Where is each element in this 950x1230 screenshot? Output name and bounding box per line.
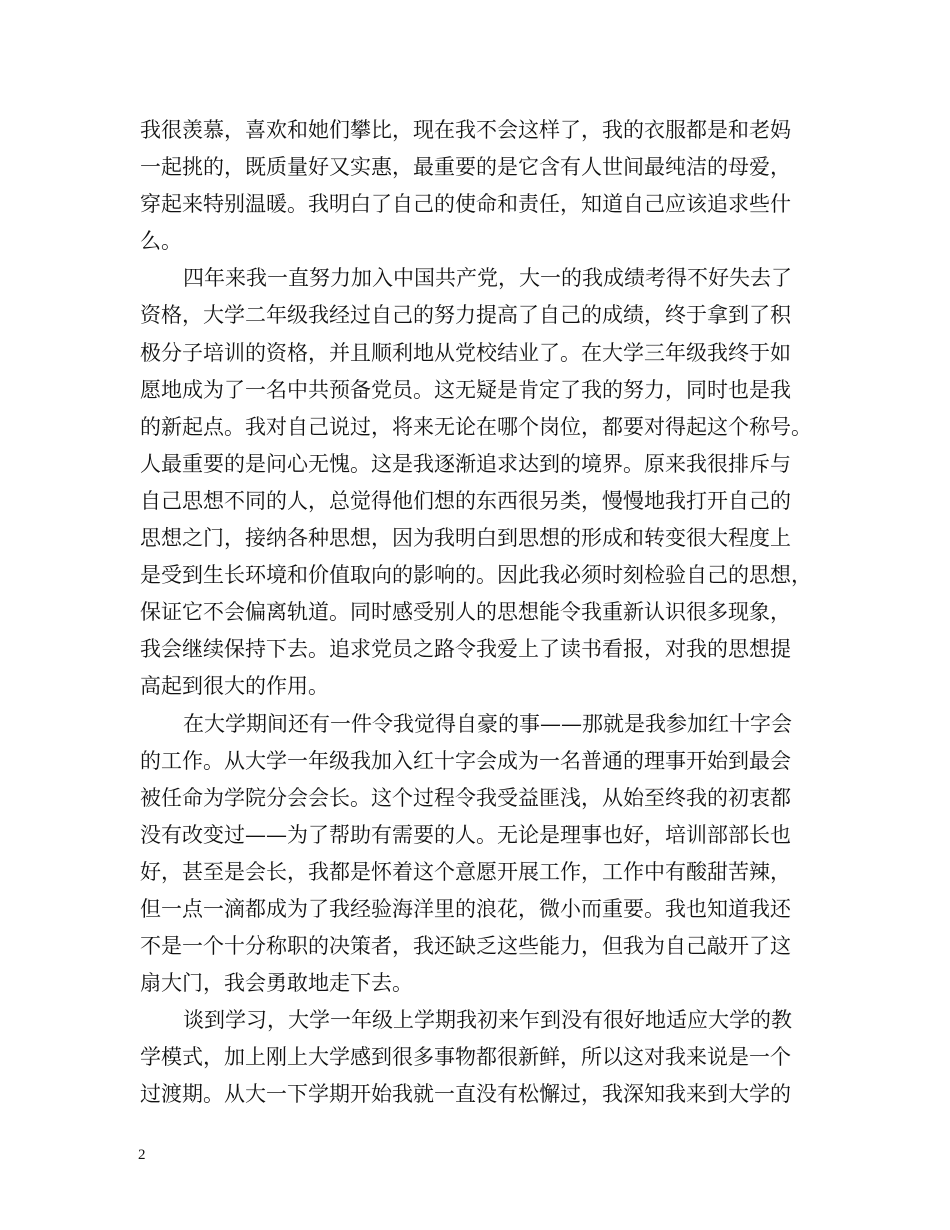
text-line: 高起到很大的作用。 — [140, 674, 329, 699]
text-line: 思想之门，接纳各种思想，因为我明白到思想的形成和转变很大程度上 — [140, 526, 791, 551]
text-line: 资格，大学二年级我经过自己的努力提高了自己的成绩，终于拿到了积 — [140, 303, 791, 328]
text-line: 么。 — [140, 229, 182, 254]
text-line: 自己思想不同的人，总觉得他们想的东西很另类，慢慢地我打开自己的 — [140, 488, 791, 513]
text-line: 我很羡慕，喜欢和她们攀比，现在我不会这样了，我的衣服都是和老妈 — [140, 118, 791, 142]
text-line: 愿地成为了一名中共预备党员。这无疑是肯定了我的努力，同时也是我 — [140, 377, 791, 402]
text-line: 是受到生长环境和价值取向的影响的。因此我必须时刻检验自己的思想， — [140, 563, 812, 588]
text-line: 极分子培训的资格，并且顺利地从党校结业了。在大学三年级我终于如 — [140, 340, 791, 365]
text-line: 不是一个十分称职的决策者，我还缺乏这些能力，但我为自己敲开了这 — [140, 934, 791, 959]
text-line: 保证它不会偏离轨道。同时感受别人的思想能令我重新认识很多现象， — [140, 600, 791, 625]
text-line: 的新起点。我对自己说过，将来无论在哪个岗位，都要对得起这个称号。 — [140, 414, 812, 439]
body-text — [140, 112, 830, 1114]
text-line: 一起挑的，既质量好又实惠，最重要的是它含有人世间最纯洁的母爱， — [140, 155, 791, 180]
text-line: 穿起来特别温暖。我明白了自己的使命和责任，知道自己应该追求些什 — [140, 192, 791, 217]
text-line: 人最重要的是问心无愧。这是我逐渐追求达到的境界。原来我很排斥与 — [140, 451, 791, 476]
paragraph-start-line: 四年来我一直努力加入中国共产党，大一的我成绩考得不好失去了 — [183, 266, 792, 291]
text-line: 的工作。从大学一年级我加入红十字会成为一名普通的理事开始到最会 — [140, 748, 791, 773]
text-line: 没有改变过——为了帮助有需要的人。无论是理事也好，培训部部长也 — [140, 822, 791, 847]
text-line: 好，甚至是会长，我都是怀着这个意愿开展工作，工作中有酸甜苦辣， — [140, 859, 791, 884]
text-line: 被任命为学院分会会长。这个过程令我受益匪浅，从始至终我的初衷都 — [140, 785, 791, 810]
paragraph-start-line: 谈到学习，大学一年级上学期我初来乍到没有很好地适应大学的教 — [183, 1008, 792, 1033]
paragraph-start-line: 在大学期间还有一件令我觉得自豪的事——那就是我参加红十字会 — [183, 711, 792, 736]
text-line: 过渡期。从大一下学期开始我就一直没有松懈过，我深知我来到大学的 — [140, 1082, 791, 1107]
text-line: 但一点一滴都成为了我经验海洋里的浪花，微小而重要。我也知道我还 — [140, 896, 791, 921]
text-line: 学模式，加上刚上大学感到很多事物都很新鲜，所以这对我来说是一个 — [140, 1045, 791, 1070]
text-line: 我会继续保持下去。追求党员之路令我爱上了读书看报，对我的思想提 — [140, 637, 791, 662]
page-number: 2 — [138, 1147, 146, 1163]
text-line: 扇大门，我会勇敢地走下去。 — [140, 971, 413, 996]
